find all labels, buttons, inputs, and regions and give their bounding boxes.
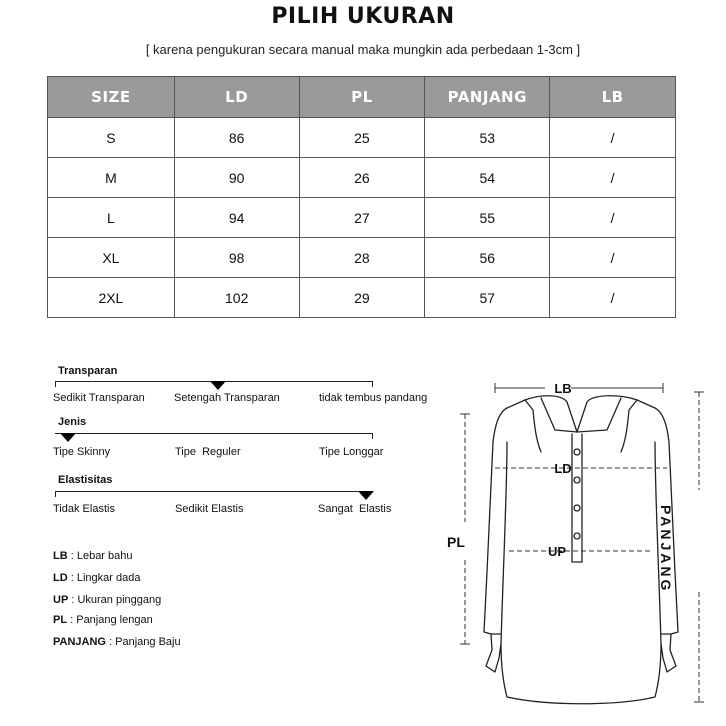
scale-tick: [372, 381, 373, 387]
shirt-outline: [484, 400, 678, 704]
jenis-selected-marker: [60, 433, 76, 442]
diagram-label-panjang: PANJANG: [658, 505, 674, 594]
cell-lb: /: [550, 198, 676, 238]
cell-lb: /: [550, 278, 676, 318]
elastisitas-selected-marker: [358, 491, 374, 500]
page-title: PILIH UKURAN: [271, 4, 455, 29]
transparan-option-3: tidak tembus pandang: [319, 392, 428, 404]
table-row: [48, 198, 676, 238]
diagram-label-lb: LB: [554, 381, 572, 396]
table-row: [48, 278, 676, 318]
table-row: [48, 158, 676, 198]
cell-panjang: 56: [425, 238, 550, 278]
jenis-scale-line: [55, 433, 373, 434]
cell-panjang: 53: [425, 118, 550, 158]
header-lb: LB: [550, 77, 676, 118]
cell-size: S: [48, 118, 175, 158]
shirt-measurement-diagram: [437, 372, 717, 712]
legend-item-pl: PL : Panjang lengan: [53, 614, 153, 626]
cell-size: M: [48, 158, 175, 198]
cell-pl: 27: [299, 198, 425, 238]
jenis-heading: Jenis: [58, 416, 87, 428]
diagram-label-up: UP: [547, 544, 567, 559]
cell-lb: /: [550, 238, 676, 278]
transparan-option-2: Setengah Transparan: [174, 392, 280, 404]
cell-pl: 29: [299, 278, 425, 318]
table-header-row: [48, 77, 676, 118]
elastisitas-option-2: Sedikit Elastis: [175, 503, 244, 515]
cell-pl: 26: [299, 158, 425, 198]
cell-ld: 98: [174, 238, 299, 278]
legend-item-ld: LD : Lingkar dada: [53, 572, 141, 584]
cell-panjang: 57: [425, 278, 550, 318]
cell-panjang: 55: [425, 198, 550, 238]
header-pl: PL: [299, 77, 425, 118]
cell-ld: 102: [174, 278, 299, 318]
transparan-option-1: Sedikit Transparan: [53, 392, 145, 404]
transparan-heading: Transparan: [58, 365, 118, 377]
legend-item-panjang: PANJANG : Panjang Baju: [53, 636, 181, 648]
cell-pl: 25: [299, 118, 425, 158]
elastisitas-scale-line: [55, 491, 373, 492]
cell-lb: /: [550, 158, 676, 198]
cell-size: L: [48, 198, 175, 238]
jenis-option-1: Tipe Skinny: [53, 446, 111, 458]
scale-tick: [55, 381, 56, 387]
elastisitas-option-1: Tidak Elastis: [53, 503, 115, 515]
legend-item-up: UP : Ukuran pinggang: [53, 594, 162, 606]
diagram-label-ld: LD: [554, 461, 572, 476]
table-row: [48, 238, 676, 278]
cell-panjang: 54: [425, 158, 550, 198]
cell-ld: 90: [174, 158, 299, 198]
scale-tick: [372, 433, 373, 439]
cell-ld: 94: [174, 198, 299, 238]
scale-tick: [55, 491, 56, 497]
cell-size: 2XL: [48, 278, 175, 318]
jenis-option-3: Tipe Longgar: [319, 446, 384, 458]
elastisitas-heading: Elastisitas: [58, 474, 113, 486]
header-size: SIZE: [48, 77, 175, 118]
diagram-label-pl: PL: [447, 534, 465, 550]
legend-item-lb: LB : Lebar bahu: [53, 550, 133, 562]
elastisitas-option-3: Sangat Elastis: [318, 503, 392, 515]
transparan-selected-marker: [210, 381, 226, 390]
header-ld: LD: [174, 77, 299, 118]
cell-pl: 28: [299, 238, 425, 278]
header-panjang: PANJANG: [425, 77, 550, 118]
jenis-option-2: Tipe Reguler: [175, 446, 241, 458]
table-row: [48, 118, 676, 158]
size-chart-table: [47, 76, 676, 318]
cell-lb: /: [550, 118, 676, 158]
measurement-note: [ karena pengukuran secara manual maka mungkin ada perbedaan 1-3cm ]: [145, 42, 581, 57]
cell-size: XL: [48, 238, 175, 278]
cell-ld: 86: [174, 118, 299, 158]
